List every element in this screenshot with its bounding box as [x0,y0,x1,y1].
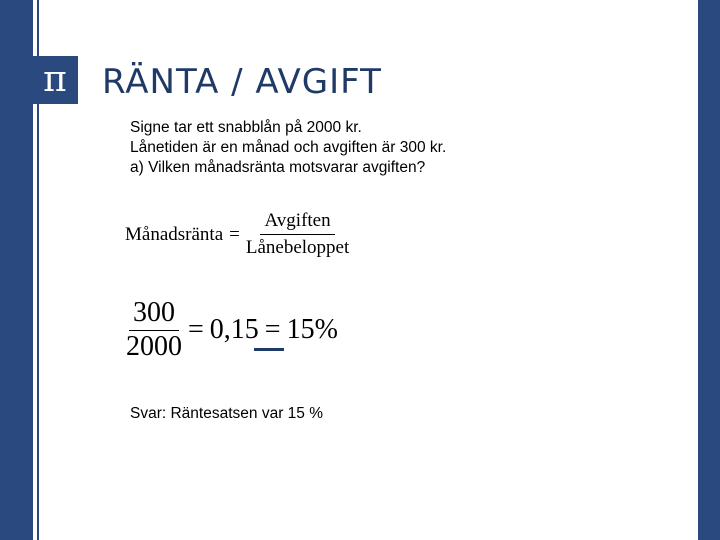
problem-line-1: Signe tar ett snabblån på 2000 kr. [130,119,362,136]
formula-lhs: Månadsränta [125,223,224,245]
calc-denominator: 2000 [126,331,182,362]
calc-equals-1: = [188,314,204,345]
problem-text [130,118,446,178]
formula-definition [125,210,349,259]
problem-line-3: a) Vilken månadsränta motsvarar avgiften? [130,159,426,176]
answer-text: Svar: Räntesatsen var 15 % [130,405,323,422]
formula-denominator: Lånebeloppet [245,237,350,258]
calc-numerator: 300 [129,297,179,331]
right-accent-bar [698,0,720,540]
slide-title: RÄNTA / AVGIFT [102,62,382,102]
decimal-underline-mark [254,348,284,351]
calc-equals-2: = [264,314,281,345]
formula-calculation [126,297,338,363]
calc-fraction [126,297,182,363]
formula-numerator: Avgiften [260,210,334,235]
problem-line-2: Lånetiden är en månad och avgiften är 300 kr. [130,139,447,156]
formula-equals: = [229,223,240,245]
formula-fraction [246,210,349,259]
calc-decimal: 0,15 [209,314,259,345]
pi-glyph: π [43,59,67,100]
calc-percent: 15% [286,314,338,345]
left-accent-bar [0,0,33,540]
pi-icon [32,56,78,104]
